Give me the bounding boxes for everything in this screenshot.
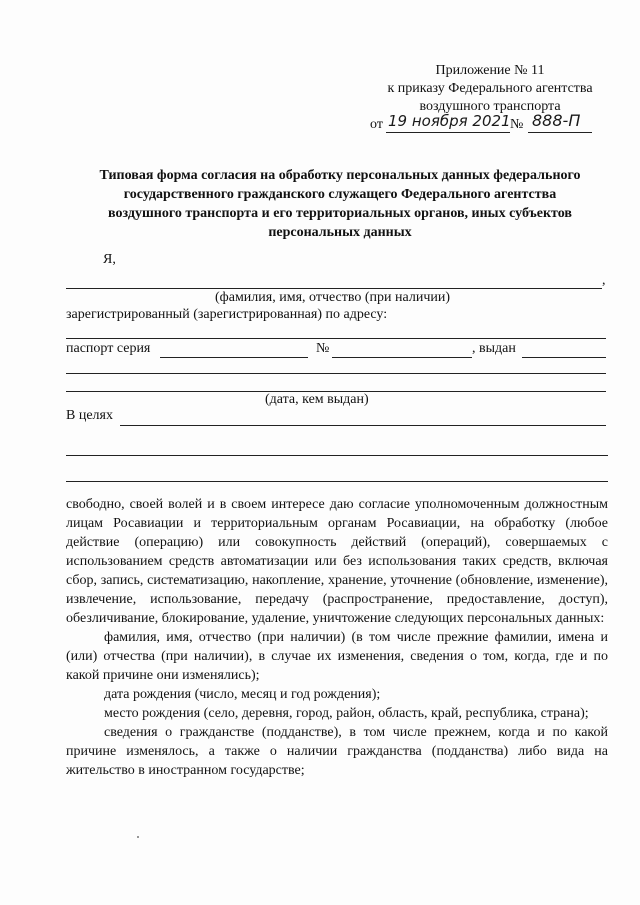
address-field-line[interactable] <box>66 338 606 339</box>
appendix-number: Приложение № 11 <box>435 63 545 78</box>
document-title <box>70 166 610 242</box>
issued-label: , выдан <box>472 341 516 356</box>
registered-address-label: зарегистрированный (зарегистрированная) по адресу: <box>66 307 388 322</box>
fio-caption: (фамилия, имя, отчество (при наличии) <box>215 290 451 305</box>
date-issued-caption: (дата, кем выдан) <box>265 392 369 407</box>
agency-name: воздушного транспорта <box>419 99 561 114</box>
passport-number-field[interactable] <box>332 357 472 358</box>
ya-label: Я, <box>103 252 116 267</box>
data-item-fio: фамилия, имя, отчество (при наличии) (в том числе прежние фамилии, имена и (или) отчества (при наличии), в случае их изменения, сведения о том, когда, где и по какой причине они изменялись); <box>66 630 608 683</box>
fio-field-line[interactable] <box>66 288 602 289</box>
consent-paragraph: свободно, своей волей и в своем интересе даю согласие уполномоченным должностным лицам Росавиации и территориальным органам Росавиации, на обработку (любое действие (операцию) или совокупность действий (операций), совершаемых с использованием средств автоматизации или без использования таких средств, включая сбор, запись, систематизацию, накопление, хранение, уточнение (обновление, изменение), извлечение, использование, передачу (распространение, предоставление, доступ), обезличивание, блокирование, удаление, уничтожение следующих персональных данных: <box>66 497 608 626</box>
appendix-header <box>365 62 615 116</box>
date-underline <box>386 132 510 133</box>
handwritten-order-number: 888-П <box>532 111 581 130</box>
title-line: государственного гражданского служащего Федерального агентства <box>123 187 557 202</box>
purpose-field-line[interactable] <box>120 425 606 426</box>
order-date-number-line <box>370 113 610 135</box>
data-item-birth-place: место рождения (село, деревня, город, район, область, край, республика, страна); <box>104 706 589 721</box>
passport-series-label: паспорт серия <box>66 341 151 356</box>
title-line: Типовая форма согласия на обработку персональных данных федерального <box>99 168 581 183</box>
consent-body <box>66 495 608 780</box>
date-prefix: от <box>370 117 383 132</box>
issued-by-line[interactable] <box>66 373 606 374</box>
title-line: персональных данных <box>268 225 412 240</box>
purpose-field-line[interactable] <box>66 481 608 482</box>
purpose-label: В целях <box>66 408 113 423</box>
purpose-field-line[interactable] <box>66 455 608 456</box>
handwritten-date: 19 ноября 2021 <box>388 112 511 130</box>
fio-trailing-comma: , <box>602 273 606 288</box>
title-line: воздушного транспорта и его территориальных органов, иных субъектов <box>108 206 572 221</box>
passport-number-sign: № <box>316 341 330 356</box>
data-item-birth-date: дата рождения (число, месяц и год рождения); <box>104 687 381 702</box>
order-reference: к приказу Федерального агентства <box>387 81 593 96</box>
data-item-citizenship: сведения о гражданстве (подданстве), в том числе прежнем, когда и по какой причине изменялось, а также о наличии гражданства (подданства) либо вида на жительство в иностранном государстве; <box>66 725 608 778</box>
scan-speck <box>137 836 139 838</box>
issued-field[interactable] <box>522 357 606 358</box>
order-number-label: № <box>510 117 524 132</box>
number-underline <box>528 132 592 133</box>
passport-series-field[interactable] <box>160 357 308 358</box>
